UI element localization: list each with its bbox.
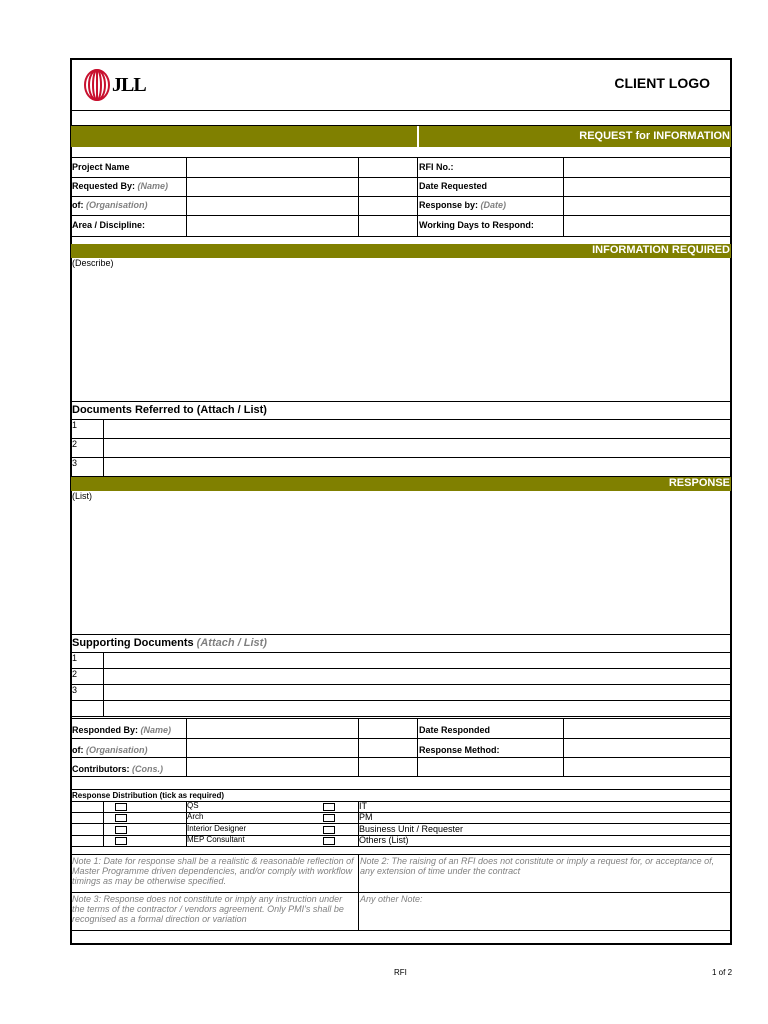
divider <box>71 812 731 813</box>
footer-label: RFI <box>394 968 407 977</box>
response-method-label: Response Method: <box>419 745 500 755</box>
organisation-field[interactable] <box>187 197 358 215</box>
document-row-number: 3 <box>72 458 78 468</box>
distribution-option-label: Interior Designer <box>187 824 247 833</box>
responded-organisation-label: of: (Organisation) <box>72 745 148 755</box>
responded-by-field[interactable] <box>187 719 358 738</box>
others-checkbox[interactable] <box>323 837 335 845</box>
divider <box>358 718 359 777</box>
rfi-no-field[interactable] <box>564 158 730 177</box>
it-checkbox[interactable] <box>323 803 335 811</box>
distribution-option-label: MEP Consultant <box>187 835 245 844</box>
jll-logo-text: JLL <box>112 74 146 96</box>
document-row-field[interactable] <box>104 420 730 438</box>
qs-checkbox[interactable] <box>115 803 127 811</box>
responded-organisation-field[interactable] <box>187 739 358 757</box>
response-bar-title: RESPONSE <box>668 477 730 489</box>
divider <box>71 776 731 777</box>
date-requested-field[interactable] <box>564 178 730 196</box>
note-3: Note 3: Response does not constitute or imply any instruction under the terms of the contractor / vendors agreement. Only PMI's shall be recognised as a formal direction or variation <box>72 894 344 924</box>
information-required-field[interactable] <box>71 258 731 401</box>
distribution-option-label: Business Unit / Requester <box>359 824 464 834</box>
divider <box>71 634 731 635</box>
request-bar-title: REQUEST for INFORMATION <box>579 130 730 142</box>
divider <box>358 157 359 237</box>
working-days-label: Working Days to Respond: <box>419 220 534 230</box>
divider <box>417 718 418 777</box>
response-method-field[interactable] <box>564 739 730 757</box>
supporting-row-field[interactable] <box>104 701 730 716</box>
distribution-option-label: IT <box>359 801 367 811</box>
note-2: Note 2: The raising of an RFI does not constitute or imply a request for, or acceptance of, any extension of time under the contract <box>360 856 715 876</box>
divider <box>71 236 731 237</box>
divider <box>71 854 731 855</box>
arch-checkbox[interactable] <box>115 814 127 822</box>
requested-by-field[interactable] <box>187 178 358 196</box>
interior-designer-checkbox[interactable] <box>115 826 127 834</box>
list-hint: (List) <box>72 491 92 501</box>
divider <box>103 801 104 846</box>
distribution-option-label: Arch <box>187 812 204 821</box>
contributors-field[interactable] <box>187 758 358 776</box>
document-row-field[interactable] <box>104 458 730 476</box>
supporting-documents-title: Supporting Documents (Attach / List) <box>72 637 267 649</box>
divider <box>71 110 731 111</box>
rfi-no-label: RFI No.: <box>419 162 454 172</box>
contributors-label: Contributors: (Cons.) <box>72 764 164 774</box>
info-required-title: INFORMATION REQUIRED <box>592 244 730 256</box>
olive-bar-left <box>71 126 417 147</box>
date-responded-field[interactable] <box>564 719 730 738</box>
divider <box>71 401 731 402</box>
project-name-label: Project Name <box>72 162 130 172</box>
divider <box>417 157 418 237</box>
area-discipline-label: Area / Discipline: <box>72 220 146 230</box>
divider <box>71 716 731 717</box>
distribution-option-label: PM <box>359 812 373 822</box>
page-number: 1 of 2 <box>712 968 733 977</box>
distribution-title: Response Distribution (tick as required) <box>72 791 225 800</box>
business-unit-checkbox[interactable] <box>323 826 335 834</box>
divider <box>358 854 359 931</box>
supporting-row-field[interactable] <box>104 669 730 684</box>
supporting-row-field[interactable] <box>104 685 730 700</box>
project-name-field[interactable] <box>187 158 358 177</box>
document-row-number: 1 <box>72 420 78 430</box>
divider <box>71 757 731 758</box>
responded-by-label: Responded By: (Name) <box>72 725 172 735</box>
response-by-label: Response by: (Date) <box>419 200 507 210</box>
supporting-row-number: 2 <box>72 669 78 679</box>
document-row-number: 2 <box>72 439 78 449</box>
documents-referred-title: Documents Referred to (Attach / List) <box>72 404 267 416</box>
response-by-field[interactable] <box>564 197 730 215</box>
working-days-field[interactable] <box>564 216 730 236</box>
supporting-row-field[interactable] <box>104 653 730 668</box>
supporting-row-number: 3 <box>72 685 78 695</box>
note-1: Note 1: Date for response shall be a realistic & reasonable reflection of Master Programme driven dependencies, and/or comply with workflow timings as may be otherwise specified. <box>72 856 354 886</box>
distribution-option-label: QS <box>187 801 199 810</box>
date-responded-label: Date Responded <box>419 725 491 735</box>
document-row-field[interactable] <box>104 439 730 457</box>
distribution-option-label: Others (List) <box>359 835 409 845</box>
jll-logo <box>82 68 152 102</box>
response-field[interactable] <box>71 491 731 634</box>
organisation-label: of: (Organisation) <box>72 200 148 210</box>
divider <box>71 789 731 790</box>
area-discipline-field[interactable] <box>187 216 358 236</box>
mep-consultant-checkbox[interactable] <box>115 837 127 845</box>
describe-hint: (Describe) <box>72 258 114 268</box>
note-4: Any other Note: <box>360 894 423 904</box>
requested-by-label: Requested By: (Name) <box>72 181 169 191</box>
supporting-row-number: 1 <box>72 653 78 663</box>
jll-logo-mark-icon <box>82 68 112 102</box>
divider <box>71 801 731 802</box>
divider <box>71 930 731 931</box>
divider <box>71 892 731 893</box>
client-logo: CLIENT LOGO <box>614 75 710 91</box>
pm-checkbox[interactable] <box>323 814 335 822</box>
date-requested-label: Date Requested <box>419 181 488 191</box>
divider <box>71 846 731 847</box>
